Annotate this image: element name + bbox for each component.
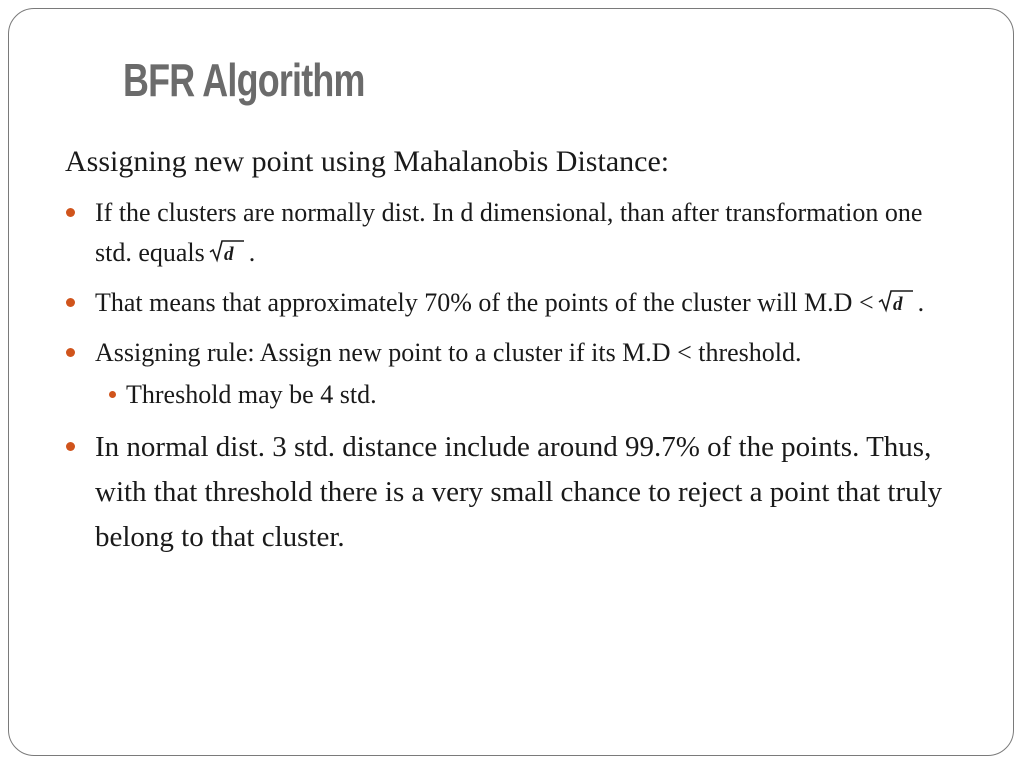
bullet-text-end: . [917,288,925,317]
bullet-item [65,425,965,560]
bullet-dot-icon [66,298,75,307]
slide-title: BFR Algorithm [123,54,365,106]
intro-text: Assigning new point using Mahalanobis Distance: [65,145,670,178]
bullet-dot-icon [66,208,75,217]
bullet-dot-icon [66,348,75,357]
slide-body [65,141,965,568]
svg-text:d: d [892,294,903,313]
bullet-item [65,283,965,325]
sqrt-d-formula-icon [878,285,914,325]
bullet-text: Assigning rule: Assign new point to a cluster if its M.D < threshold. [95,338,802,367]
svg-text:d: d [223,244,234,263]
bullet-text-end: . [248,238,256,267]
sub-bullet-item [65,377,965,413]
slide-frame [8,8,1014,756]
bullet-text: If the clusters are normally dist. In d dimensional, than after transformation one std. equals [95,198,923,267]
bullet-text: That means that approximately 70% of the points of the cluster will M.D < [95,288,874,317]
bullet-item [65,193,965,275]
sub-bullet-text: Threshold may be 4 std. [126,380,377,409]
sqrt-d-formula-icon [209,235,245,275]
bullet-dot-icon [66,442,75,451]
sub-bullet-dot-icon [109,391,116,398]
bullet-text: In normal dist. 3 std. distance include around 99.7% of the points. Thus, with that threshold there is a very small chance to reject a point that truly belong to that cluster. [95,431,943,553]
bullet-item [65,333,965,373]
